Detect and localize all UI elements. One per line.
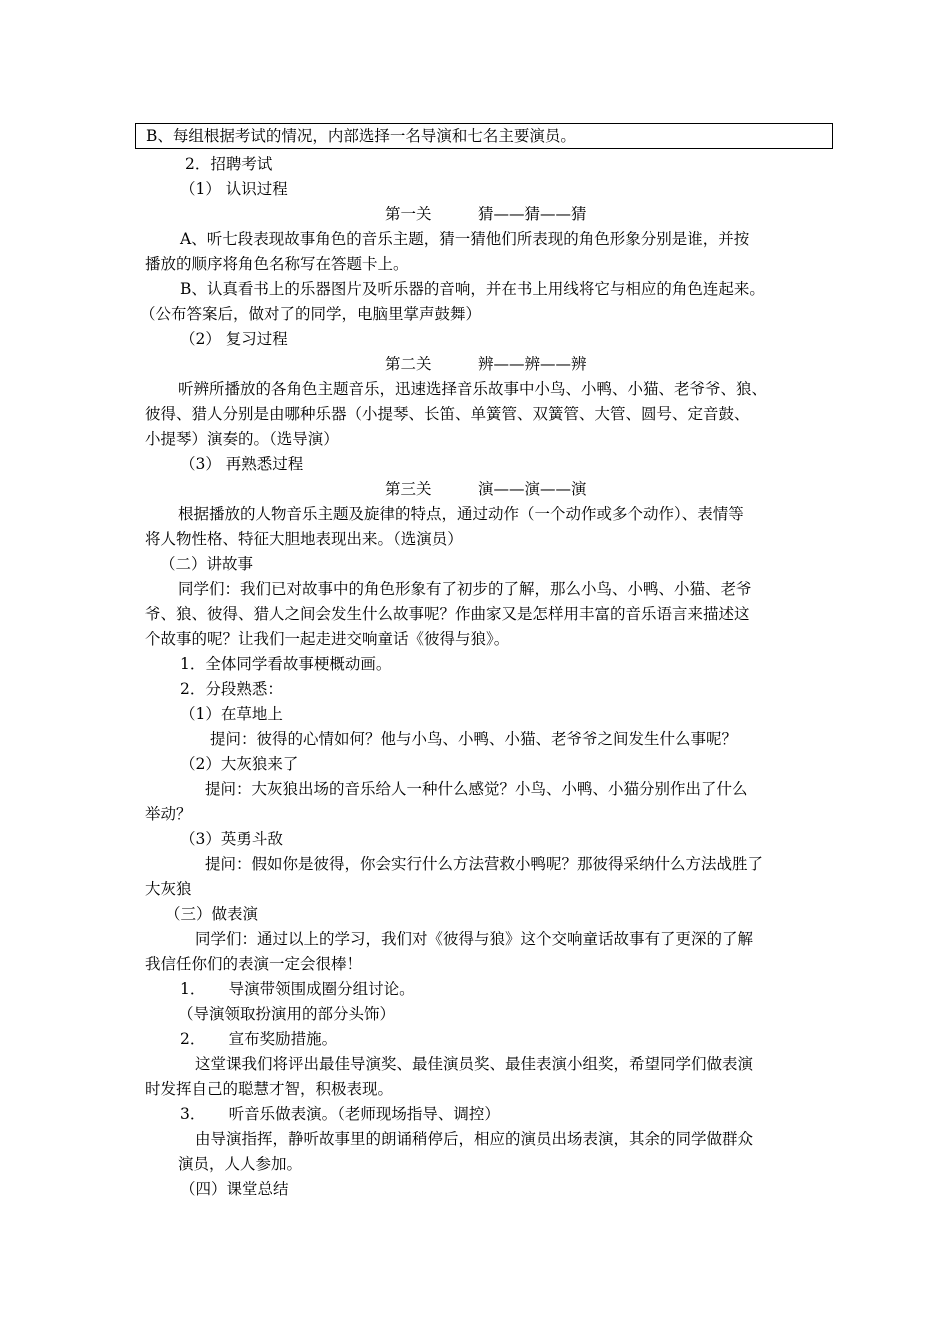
subsection-heading: （2） 复习过程 bbox=[180, 330, 288, 348]
paragraph-line: 同学们：通过以上的学习，我们对《彼得与狼》这个交响童话故事有了更深的了解 bbox=[195, 930, 754, 948]
list-item: 3． 听音乐做表演。（老师现场指导、调控） bbox=[180, 1105, 500, 1123]
paragraph-line: B、认真看书上的乐器图片及听乐器的音响，并在书上用线将它与相应的角色连起来。 bbox=[180, 280, 765, 298]
section-heading: （四）课堂总结 bbox=[180, 1180, 289, 1198]
paragraph-line: 由导演指挥，静听故事里的朗诵稍停后，相应的演员出场表演，其余的同学做群众 bbox=[195, 1130, 754, 1148]
subsection-heading: （3）英勇斗敌 bbox=[180, 830, 283, 848]
paragraph-line: 小提琴）演奏的。（选导演） bbox=[145, 430, 339, 448]
paragraph-line: （公布答案后，做对了的同学，电脑里掌声鼓舞） bbox=[140, 305, 482, 323]
bordered-note-box bbox=[135, 123, 833, 149]
question-line: 提问：假如你是彼得，你会实行什么方法营救小鸭呢？那彼得采纳什么方法战胜了 bbox=[205, 855, 764, 873]
list-item: 2． 宣布奖励措施。 bbox=[180, 1030, 338, 1048]
paragraph-line: 大灰狼 bbox=[145, 880, 192, 898]
subsection-heading: （1）在草地上 bbox=[180, 705, 283, 723]
paragraph-line: 将人物性格、特征大胆地表现出来。（选演员） bbox=[145, 530, 463, 548]
paragraph-line: 彼得、猎人分别是由哪种乐器（小提琴、长笛、单簧管、双簧管、大管、圆号、定音鼓、 bbox=[145, 405, 750, 423]
paragraph-line: （导演领取扮演用的部分头饰） bbox=[178, 1005, 396, 1023]
question-line: 提问：大灰狼出场的音乐给人一种什么感觉？小鸟、小鸭、小猫分别作出了什么 bbox=[205, 780, 748, 798]
list-item: 1．全体同学看故事梗概动画。 bbox=[180, 655, 392, 673]
paragraph-line: 举动？ bbox=[145, 805, 192, 823]
paragraph-line: 我信任你们的表演一定会很棒！ bbox=[145, 955, 363, 973]
list-item: 2．分段熟悉： bbox=[180, 680, 283, 698]
level-title: 第二关 辨——辨——辨 bbox=[385, 355, 587, 373]
paragraph-line: 爷、狼、彼得、猎人之间会发生什么故事呢？作曲家又是怎样用丰富的音乐语言来描述这 bbox=[145, 605, 750, 623]
paragraph-line: A、听七段表现故事角色的音乐主题，猜一猜他们所表现的角色形象分别是谁，并按 bbox=[180, 230, 750, 248]
section-heading: （二）讲故事 bbox=[160, 555, 254, 573]
subsection-heading: （3） 再熟悉过程 bbox=[180, 455, 304, 473]
paragraph-line: 听辨所播放的各角色主题音乐，迅速选择音乐故事中小鸟、小鸭、小猫、老爷爷、狼、 bbox=[178, 380, 768, 398]
level-title: 第三关 演——演——演 bbox=[385, 480, 587, 498]
paragraph-line: 演员，人人参加。 bbox=[178, 1155, 303, 1173]
paragraph-line: 同学们：我们已对故事中的角色形象有了初步的了解，那么小鸟、小鸭、小猫、老爷 bbox=[178, 580, 752, 598]
paragraph-line: 这堂课我们将评出最佳导演奖、最佳演员奖、最佳表演小组奖，希望同学们做表演 bbox=[195, 1055, 754, 1073]
paragraph-line: 播放的顺序将角色名称写在答题卡上。 bbox=[145, 255, 409, 273]
subsection-heading: （1） 认识过程 bbox=[180, 180, 288, 198]
list-item: 1． 导演带领围成圈分组讨论。 bbox=[180, 980, 415, 998]
section-heading: （三）做表演 bbox=[165, 905, 259, 923]
subsection-heading: （2）大灰狼来了 bbox=[180, 755, 299, 773]
question-line: 提问：彼得的心情如何？他与小鸟、小鸭、小猫、老爷爷之间发生什么事呢？ bbox=[210, 730, 738, 748]
level-title: 第一关 猜——猜——猜 bbox=[385, 205, 587, 223]
section-heading: 2．招聘考试 bbox=[185, 155, 273, 173]
paragraph-line: 时发挥自己的聪慧才智，积极表现。 bbox=[145, 1080, 394, 1098]
paragraph-line: 根据播放的人物音乐主题及旋律的特点，通过动作（一个动作或多个动作）、表情等 bbox=[178, 505, 744, 523]
note-text: B、每组根据考试的情况，内部选择一名导演和七名主要演员。 bbox=[146, 127, 576, 145]
paragraph-line: 个故事的呢？让我们一起走进交响童话《彼得与狼》。 bbox=[145, 630, 510, 648]
